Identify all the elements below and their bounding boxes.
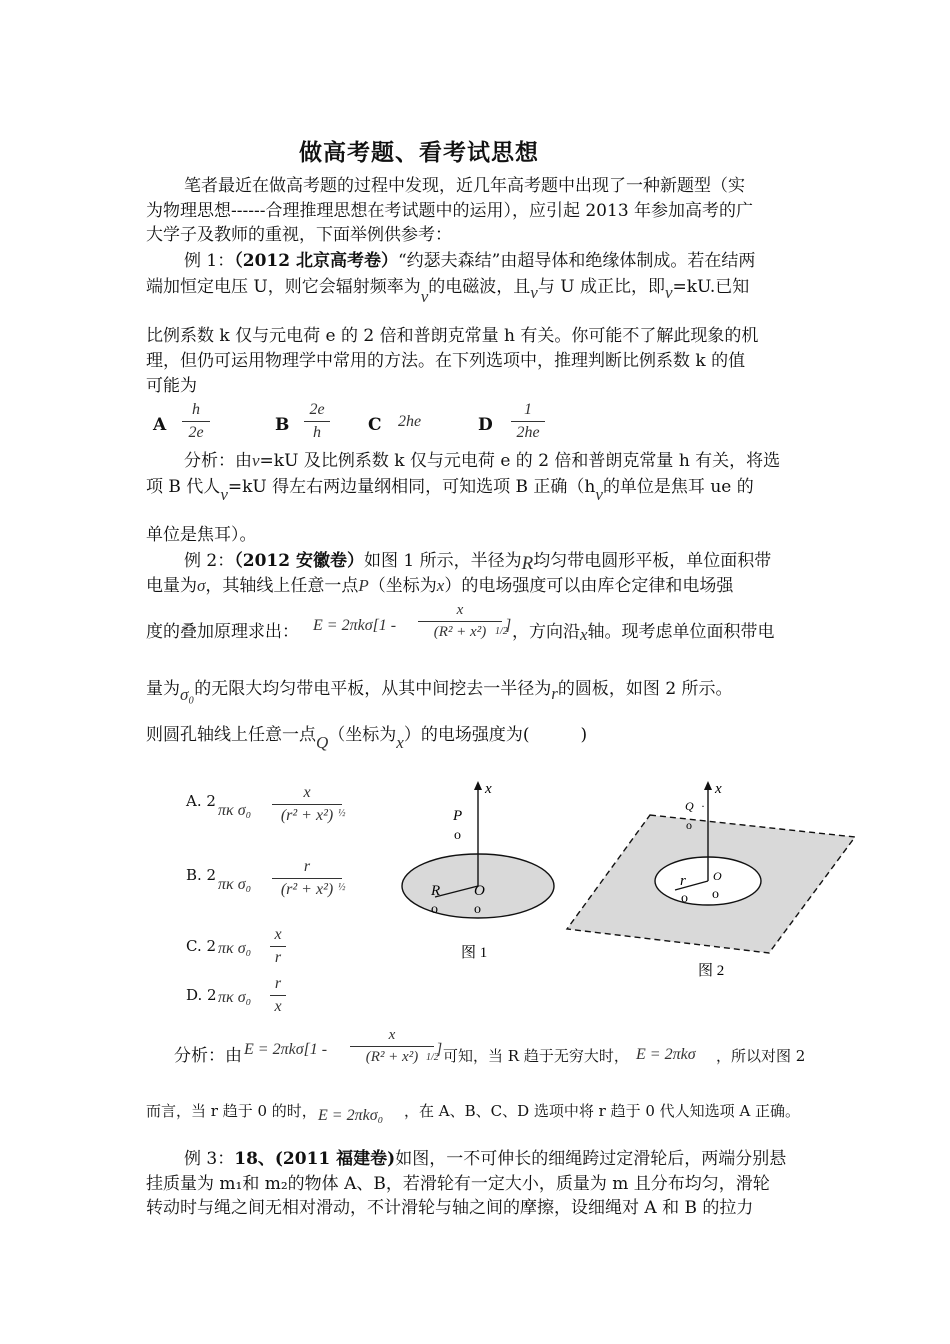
ex2-l4c: 的圆板，如图 2 所示。	[557, 679, 733, 699]
point-q-dot: ·	[701, 799, 705, 813]
ex1-option-a-fraction	[182, 401, 210, 442]
ex3-line-3: 转动时与绳之间无相对滑动，不计滑轮与轴之间的摩擦，设细绳对 A 和 B 的拉力	[146, 1198, 754, 1218]
point-p-origin-mark: o	[454, 828, 461, 843]
fraction-denominator: 2e	[188, 424, 204, 441]
choice-label: C. 2	[186, 937, 217, 955]
figure-2	[565, 775, 860, 985]
ex1-a1: 分析：由	[184, 451, 252, 471]
choice-fraction	[270, 926, 286, 967]
ex1-line-1	[184, 249, 755, 273]
center-o-label: O	[474, 883, 485, 899]
ex1-line-2	[146, 275, 750, 306]
choice-fraction	[270, 975, 286, 1016]
ex2-l5b: （坐标为	[328, 725, 397, 745]
ex1-analysis-line-1	[184, 449, 780, 473]
ex2-l2c: （坐标为	[368, 576, 437, 596]
ex2-analysis-line-2-suffix: ，在 A、B、C、D 选项中将 r 趋于 0 代人知选项 A 正确。	[404, 1102, 801, 1120]
choice-label: D. 2	[186, 986, 217, 1004]
edge-o-mark: o	[681, 891, 688, 906]
radius-r-label: r	[680, 873, 686, 889]
page-title: 做高考题、看考试思想	[299, 139, 539, 166]
ex3-line-2: 挂质量为 m₁和 m₂的物体 A、B，若滑轮有一定大小，质量为 m 且分布均匀，滑轮	[146, 1174, 770, 1194]
figure-1	[395, 775, 565, 965]
ex2-label: 例 2：	[184, 551, 235, 571]
ex1-option-b-fraction	[304, 401, 330, 442]
ex2-l2b: ，其轴线上任意一点	[205, 576, 359, 596]
center-o-mark: o	[474, 902, 481, 917]
fraction-numerator: x	[456, 602, 464, 618]
figure-1-caption: 图 1	[461, 945, 488, 961]
ex1-l2c: 与 U 成正比，即	[537, 277, 665, 297]
fraction-denominator: (r² + x²)	[280, 881, 334, 898]
axis-label: x	[715, 781, 722, 797]
ex1-a2c: 的单位是焦耳 ue 的	[602, 477, 754, 497]
fraction-denominator: (R² + x²)	[433, 624, 487, 640]
ex1-a2a: 项 B 代人	[146, 477, 221, 497]
radius-r-label: R	[431, 883, 441, 899]
ex2-analysis-mid: 可知，当 R 趋于无穷大时，	[443, 1047, 629, 1065]
ex1-a2b: =kU 得左右两边量纲相同，可知选项 B 正确（h	[227, 477, 596, 497]
analysis-formula-3: E = 2πkσ₀	[318, 1107, 384, 1124]
ex3-label: 例 3：	[184, 1149, 235, 1169]
ex2-l1b: 均匀带电圆形平板，单位面积带	[533, 551, 772, 571]
ex1-option-c-value: 2he	[398, 413, 422, 430]
ex2-l3c: 轴。现考虑单位面积带电	[587, 622, 775, 642]
axis-arrow-icon	[474, 781, 482, 790]
ex1-option-c-label: C	[368, 415, 382, 435]
ex2-line-2	[146, 574, 733, 598]
choice-label: A. 2	[186, 792, 216, 810]
ex1-analysis-line-2	[146, 475, 754, 504]
ex1-line-5: 可能为	[146, 376, 197, 396]
ex1-text: “约瑟夫森结”由超导体和绝缘体制成。若在结两	[397, 251, 756, 271]
fraction-denominator: h	[313, 424, 321, 441]
ex1-option-a-label: A	[153, 415, 167, 435]
ex3-source: 18、(2011 福建卷)	[234, 1149, 396, 1169]
ex1-l2a: 端加恒定电压 U，则它会辐射频率为	[146, 277, 421, 297]
axis-label: x	[485, 781, 492, 797]
ex1-line-3: 比例系数 k 仅与元电荷 e 的 2 倍和普朗克常量 h 有关。你可能不了解此现象的机	[146, 326, 759, 346]
figure-2-caption: 图 2	[698, 963, 725, 979]
choice-label: B. 2	[186, 866, 217, 884]
field-formula-close: ]	[505, 617, 512, 634]
fraction-denominator: r	[274, 949, 282, 966]
ex2-source: （2012 安徽卷）	[234, 551, 364, 571]
ex3-line-1	[184, 1147, 786, 1171]
fraction-numerator: r	[303, 858, 311, 875]
choice-coefficient: πκ σ₀	[218, 802, 252, 819]
radius-R-symbol: R	[521, 553, 534, 574]
ex1-option-d-fraction	[511, 401, 545, 442]
field-formula-fraction	[418, 602, 502, 641]
sigma0-symbol: σ₀	[180, 685, 195, 704]
fraction-numerator: x	[274, 926, 282, 943]
axis-arrow-icon	[704, 781, 712, 790]
analysis-formula-exponent: 1/2	[426, 1052, 439, 1063]
ex2-analysis-end: ，所以对图 2	[716, 1047, 806, 1065]
nu-symbol: ν	[252, 451, 260, 470]
choice-fraction	[272, 784, 342, 825]
intro-line-1: 笔者最近在做高考题的过程中发现，近几年高考题中出现了一种新题型（实	[184, 176, 745, 196]
analysis-formula-close: ]	[436, 1041, 443, 1058]
choice-coefficient: πκ σ₀	[218, 940, 252, 957]
fraction-numerator: 2e	[309, 401, 325, 418]
x-symbol: x	[436, 576, 445, 595]
ex2-l2a: 电量为	[146, 576, 197, 596]
ex2-line-1	[184, 549, 771, 573]
point-Q-symbol: Q	[316, 733, 329, 752]
ex1-label: 例 1：	[184, 251, 235, 271]
center-o-label: O	[713, 869, 722, 883]
x-symbol: x	[580, 625, 588, 644]
intro-line-3: 大学子及教师的重视，下面举例供参考：	[146, 225, 452, 245]
nu-symbol: ν	[220, 485, 228, 504]
sigma-symbol: σ	[197, 576, 206, 595]
ex1-analysis-line-3: 单位是焦耳）。	[146, 525, 257, 545]
ex2-l2d: ）的电场强度可以由库仑定律和电场强	[444, 576, 734, 596]
choice-coefficient: πκ σ₀	[218, 989, 252, 1006]
point-P-symbol: P	[358, 576, 369, 595]
ex2-line-5	[146, 723, 588, 752]
fraction-numerator: x	[388, 1027, 396, 1043]
ex2-l5a: 则圆孔轴线上任意一点	[146, 725, 316, 745]
nu-symbol: ν	[664, 283, 673, 302]
nu-symbol: ν	[420, 287, 429, 306]
choice-exponent: ½	[338, 882, 346, 893]
ex2-line-4	[146, 677, 733, 704]
x-symbol: x	[396, 733, 404, 752]
fraction-denominator: x	[274, 998, 282, 1015]
ex3-text: 如图，一不可伸长的细绳跨过定滑轮后，两端分别悬	[395, 1149, 787, 1169]
choice-exponent: ½	[338, 808, 346, 819]
nu-symbol: ν	[530, 283, 538, 302]
analysis-formula-fraction	[350, 1027, 434, 1066]
ex2-l4b: 的无限大均匀带电平板，从其中间挖去一半径为	[194, 679, 552, 699]
ex2-line-3-prefix: 度的叠加原理求出：	[146, 622, 299, 642]
edge-o-mark: o	[431, 902, 438, 917]
radius-r-symbol: r	[551, 684, 558, 703]
nu-symbol: ν	[595, 485, 603, 504]
point-q-label: Q	[685, 799, 694, 813]
point-q-origin-mark: o	[686, 818, 692, 832]
ex1-line-4: 理，但仍可运用物理学中常用的方法。在下列选项中，推理判断比例系数 k 的值	[146, 351, 746, 371]
ex2-l5c: ）的电场强度为( )	[403, 725, 588, 745]
choice-fraction	[272, 858, 342, 899]
analysis-formula-prefix: E = 2πkσ[1 -	[244, 1041, 328, 1058]
ex2-analysis-prefix: 分析：由	[174, 1046, 242, 1066]
fraction-denominator: (r² + x²)	[280, 807, 334, 824]
ex2-l1a: 如图 1 所示，半径为	[363, 551, 522, 571]
fraction-denominator: (R² + x²)	[365, 1049, 419, 1065]
ex1-source: （2012 北京高考卷）	[234, 251, 398, 271]
fraction-denominator: 2he	[516, 424, 540, 441]
ex1-l2b: 的电磁波，且	[428, 277, 531, 297]
fraction-numerator: r	[274, 975, 282, 992]
ex1-option-d-label: D	[478, 415, 493, 435]
intro-line-2: 为物理思想------合理推理思想在考试题中的运用），应引起 2013 年参加高考的广	[146, 201, 754, 221]
analysis-formula-2: E = 2πkσ	[636, 1046, 696, 1063]
ex2-l4a: 量为	[146, 679, 180, 699]
fraction-numerator: x	[303, 784, 311, 801]
ex2-line-3-suffix	[512, 620, 775, 644]
field-formula-exponent: 1/2	[495, 626, 508, 637]
ex2-l3b: ，方向沿	[512, 622, 580, 642]
field-formula-prefix: E = 2πkσ[1 -	[313, 617, 397, 634]
center-o-mark: o	[712, 887, 719, 902]
ex1-l2d: =kU.已知	[672, 277, 750, 297]
choice-coefficient: πκ σ₀	[218, 876, 252, 893]
ex1-option-b-label: B	[275, 415, 290, 435]
fraction-numerator: 1	[524, 401, 532, 418]
ex2-analysis-line-2-prefix: 而言，当 r 趋于 0 的时，	[146, 1102, 317, 1120]
fraction-numerator: h	[192, 401, 200, 418]
point-p-label: P	[453, 808, 463, 824]
ex1-a1b: =kU 及比例系数 k 仅与元电荷 e 的 2 倍和普朗克常量 h 有关，将选	[259, 451, 781, 471]
